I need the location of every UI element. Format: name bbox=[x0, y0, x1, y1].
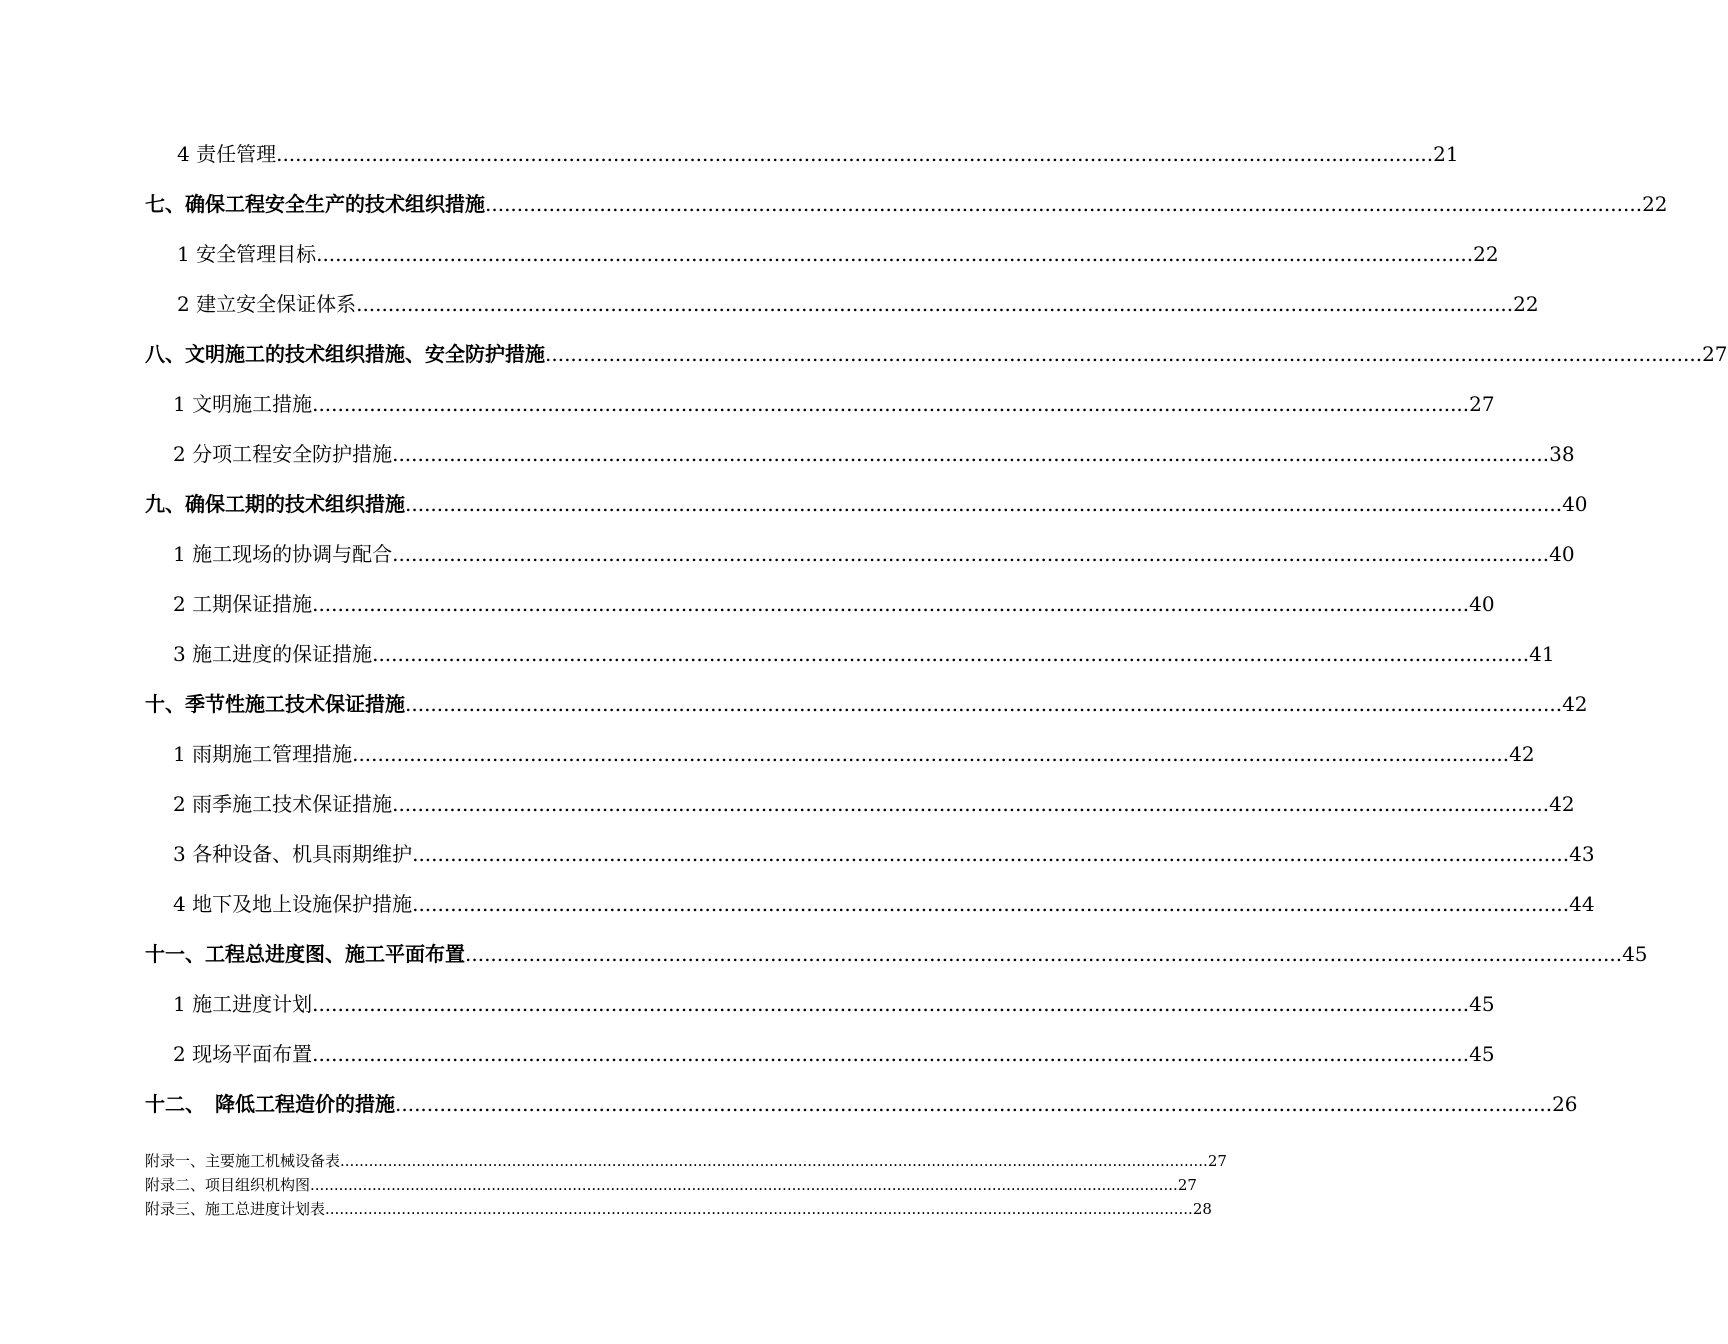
toc-entry[interactable] bbox=[173, 988, 1495, 1016]
toc-entry-page: 27 bbox=[1702, 342, 1728, 366]
toc-entry-title: 1 雨期施工管理措施 bbox=[173, 742, 353, 766]
toc-entry[interactable] bbox=[145, 1088, 1578, 1116]
toc-leader: ...................................................................................................................................................................................... bbox=[316, 242, 1474, 266]
toc-entry-page: 38 bbox=[1549, 442, 1575, 466]
toc-leader: ...................................................................................................................................................................................... bbox=[352, 742, 1510, 766]
toc-entry[interactable] bbox=[173, 788, 1575, 816]
toc-entry[interactable] bbox=[173, 1038, 1495, 1066]
toc-entry[interactable] bbox=[173, 838, 1595, 866]
toc-entry-page: 45 bbox=[1469, 1042, 1495, 1066]
toc-entry-page: 40 bbox=[1562, 492, 1588, 516]
toc-entry[interactable] bbox=[173, 438, 1575, 466]
toc-entry-page: 22 bbox=[1513, 292, 1539, 316]
toc-entry-title: 十、季节性施工技术保证措施 bbox=[145, 692, 405, 716]
toc-entry-page: 40 bbox=[1549, 542, 1575, 566]
toc-entry-page: 22 bbox=[1642, 192, 1668, 216]
toc-entry-title: 2 分项工程安全防护措施 bbox=[173, 442, 393, 466]
toc-entry-title: 十二、 降低工程造价的措施 bbox=[145, 1092, 395, 1116]
toc-leader: ...................................................................................................................................................................................... bbox=[356, 292, 1514, 316]
toc-leader: ...................................................................................................................................................................................... bbox=[485, 192, 1643, 216]
appendix-entry-page: 27 bbox=[1207, 1152, 1227, 1170]
toc-entry-page: 42 bbox=[1562, 692, 1588, 716]
toc-entry-page: 42 bbox=[1509, 742, 1535, 766]
toc-entry-title: 1 施工现场的协调与配合 bbox=[173, 542, 393, 566]
toc-leader: ...................................................................................................................................................................................... bbox=[392, 792, 1550, 816]
toc-leader: ...................................................................................................................................................................................... bbox=[392, 442, 1550, 466]
toc-leader: ...................................................................................................................................................................................... bbox=[312, 392, 1470, 416]
appendix-entry-title: 附录三、施工总进度计划表 bbox=[145, 1200, 326, 1218]
toc-entry-page: 45 bbox=[1622, 942, 1648, 966]
toc-entry[interactable] bbox=[173, 588, 1495, 616]
toc-entry-title: 八、文明施工的技术组织措施、安全防护措施 bbox=[145, 342, 545, 366]
toc-entry[interactable] bbox=[173, 388, 1495, 416]
toc-entry-title: 2 雨季施工技术保证措施 bbox=[173, 792, 393, 816]
toc-entry-page: 41 bbox=[1529, 642, 1555, 666]
toc-leader: ...................................................................................................................................................................................... bbox=[312, 992, 1470, 1016]
toc-entry-page: 27 bbox=[1469, 392, 1495, 416]
toc-entry[interactable] bbox=[173, 538, 1575, 566]
toc-entry-title: 1 文明施工措施 bbox=[173, 392, 313, 416]
toc-entry-title: 七、确保工程安全生产的技术组织措施 bbox=[145, 192, 485, 216]
toc-leader: ...................................................................................................................................................................................... bbox=[412, 842, 1570, 866]
toc-entry-page: 21 bbox=[1433, 142, 1459, 166]
appendix-entry[interactable] bbox=[145, 1150, 1227, 1170]
toc-entry[interactable] bbox=[177, 288, 1539, 316]
toc-entry[interactable] bbox=[173, 888, 1595, 916]
toc-entry[interactable] bbox=[145, 488, 1588, 516]
toc-leader: ...................................................................................................................................................................................... bbox=[405, 492, 1563, 516]
toc-entry-title: 3 施工进度的保证措施 bbox=[173, 642, 373, 666]
toc-entry[interactable] bbox=[177, 138, 1459, 166]
toc-entry[interactable] bbox=[173, 638, 1555, 666]
toc-leader: ...................................................................................................................................................................................... bbox=[372, 642, 1530, 666]
toc-entry-title: 2 建立安全保证体系 bbox=[177, 292, 357, 316]
toc-entry-title: 4 地下及地上设施保护措施 bbox=[173, 892, 413, 916]
toc-leader: ...................................................................................................................................................................................... bbox=[325, 1200, 1193, 1218]
toc-entry-title: 十一、工程总进度图、施工平面布置 bbox=[145, 942, 465, 966]
toc-entry[interactable] bbox=[145, 338, 1728, 366]
toc-entry-page: 22 bbox=[1473, 242, 1499, 266]
appendix-entry[interactable] bbox=[145, 1198, 1212, 1218]
toc-entry-page: 26 bbox=[1552, 1092, 1578, 1116]
toc-entry-title: 2 现场平面布置 bbox=[173, 1042, 313, 1066]
toc-entry-page: 42 bbox=[1549, 792, 1575, 816]
toc-entry-title: 3 各种设备、机具雨期维护 bbox=[173, 842, 413, 866]
toc-leader: ...................................................................................................................................................................................... bbox=[312, 592, 1470, 616]
appendix-entry-page: 28 bbox=[1192, 1200, 1212, 1218]
toc-entry-page: 40 bbox=[1469, 592, 1495, 616]
toc-leader: ...................................................................................................................................................................................... bbox=[465, 942, 1623, 966]
toc-entry[interactable] bbox=[145, 688, 1588, 716]
toc-leader: ...................................................................................................................................................................................... bbox=[545, 342, 1703, 366]
appendix-entry-title: 附录一、主要施工机械设备表 bbox=[145, 1152, 341, 1170]
toc-leader: ...................................................................................................................................................................................... bbox=[310, 1176, 1178, 1194]
toc-leader: ...................................................................................................................................................................................... bbox=[405, 692, 1563, 716]
toc-entry[interactable] bbox=[145, 188, 1668, 216]
appendix-entry-page: 27 bbox=[1177, 1176, 1197, 1194]
toc-entry-title: 1 安全管理目标 bbox=[177, 242, 317, 266]
toc-leader: ...................................................................................................................................................................................... bbox=[312, 1042, 1470, 1066]
toc-entry-title: 4 责任管理 bbox=[177, 142, 277, 166]
toc-entry-title: 1 施工进度计划 bbox=[173, 992, 313, 1016]
toc-entry[interactable] bbox=[173, 738, 1535, 766]
toc-entry-page: 44 bbox=[1569, 892, 1595, 916]
toc-entry-page: 43 bbox=[1569, 842, 1595, 866]
toc-leader: ...................................................................................................................................................................................... bbox=[412, 892, 1570, 916]
toc-leader: ...................................................................................................................................................................................... bbox=[395, 1092, 1553, 1116]
toc-leader: ...................................................................................................................................................................................... bbox=[276, 142, 1434, 166]
toc-entry-title: 2 工期保证措施 bbox=[173, 592, 313, 616]
toc-entry[interactable] bbox=[145, 938, 1648, 966]
toc-entry-title: 九、确保工期的技术组织措施 bbox=[145, 492, 405, 516]
appendix-entry-title: 附录二、项目组织机构图 bbox=[145, 1176, 311, 1194]
toc-leader: ...................................................................................................................................................................................... bbox=[340, 1152, 1208, 1170]
toc-entry[interactable] bbox=[177, 238, 1499, 266]
appendix-entry[interactable] bbox=[145, 1174, 1197, 1194]
toc-entry-page: 45 bbox=[1469, 992, 1495, 1016]
toc-leader: ...................................................................................................................................................................................... bbox=[392, 542, 1550, 566]
